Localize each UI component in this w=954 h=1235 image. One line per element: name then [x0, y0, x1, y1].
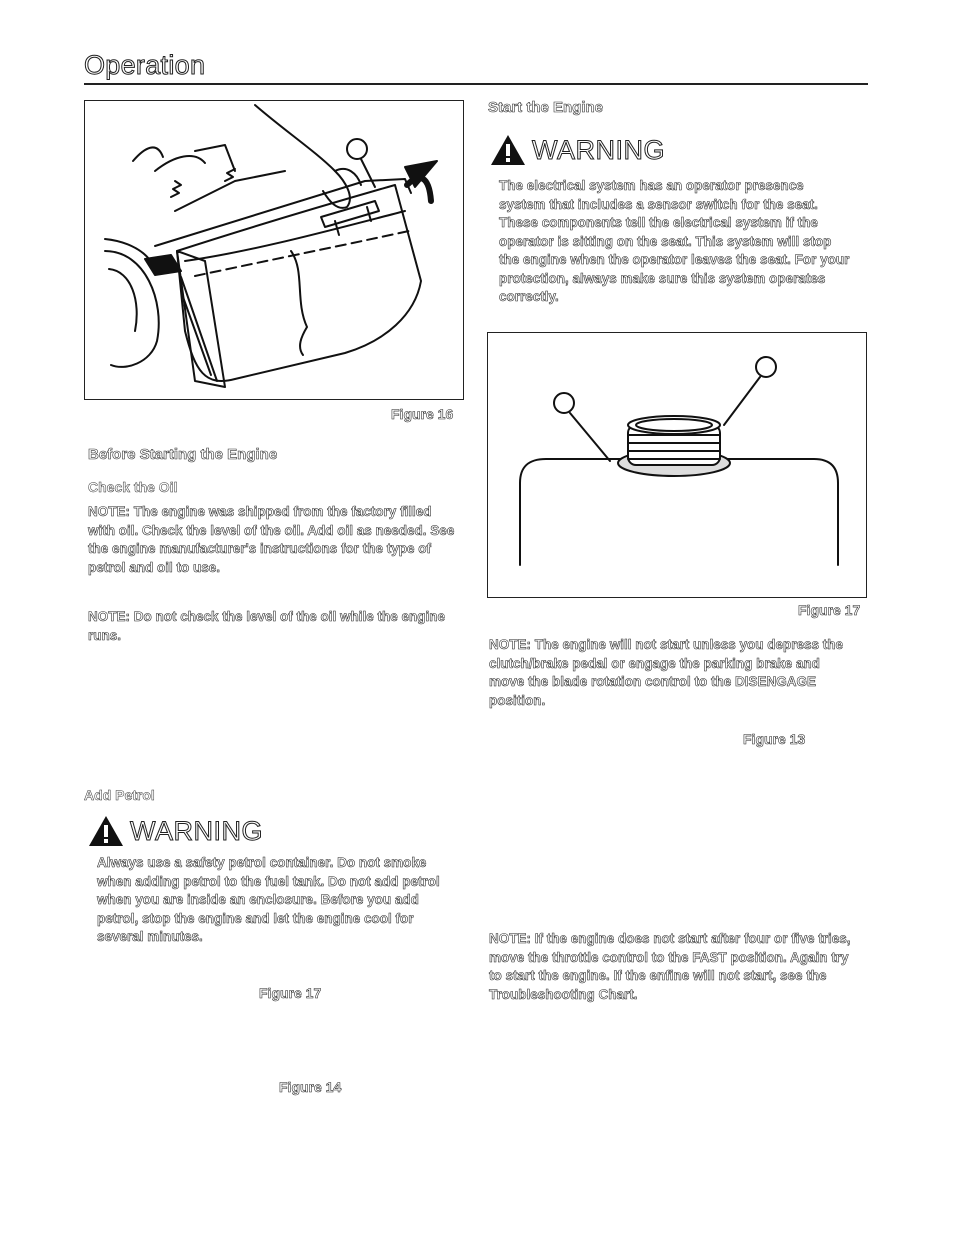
- page-title: Operation: [84, 50, 206, 80]
- start-warning-text: The electrical system has an operator presence system that includes a sensor switch for the seat. These components tell the electrical system if the operator is sitting on the seat. This system will stop the engine when the operator leaves the seat. For your protection, always make sure this system operates correctly.: [499, 178, 850, 304]
- start-warning-header: [490, 134, 665, 166]
- figure-14-caption: Figure 14: [279, 1079, 342, 1095]
- check-oil-heading: Check the Oil: [88, 479, 178, 495]
- figure-17-caption-left: Figure 17: [259, 985, 322, 1001]
- oil-note-text: The engine was shipped from the factory filled with oil. Check the level of the oil. Add oil as needed. See the engine manufacturer's instructions for the type of petrol and oil to use.: [88, 504, 455, 575]
- oil-note-2-lead: NOTE:: [88, 609, 130, 624]
- warning-triangle-icon: [490, 134, 526, 166]
- petrol-warning-header: [88, 815, 263, 847]
- figure-17-illustration: [487, 332, 867, 598]
- figure-13-caption: Figure 13: [743, 731, 806, 747]
- oil-note: [88, 503, 460, 577]
- header-rule: [84, 83, 868, 85]
- start-engine-heading: Start the Engine: [488, 99, 604, 116]
- oil-note-lead: NOTE:: [88, 504, 130, 519]
- add-petrol-heading: Add Petrol: [84, 787, 155, 803]
- petrol-warning-label: WARNING: [130, 815, 263, 846]
- oil-note-2: [88, 608, 448, 645]
- figure-17-caption-right: Figure 17: [798, 602, 861, 618]
- figure-16-illustration: [84, 100, 464, 400]
- before-starting-heading: Before Starting the Engine: [88, 446, 278, 463]
- start-note-text: The engine will not start unless you depress the clutch/brake pedal or engage the parking brake and move the blade rotation control to the DISENGAGE position.: [489, 637, 844, 708]
- grass-bag-drawing: [85, 101, 463, 399]
- fast-note-text: If the engine does not start after four or five tries, move the throttle control to the FAST position. Again try to start the engine. If the enfine will not start, see the Troubleshooting Chart.: [489, 931, 851, 1002]
- fast-note: [489, 930, 859, 1004]
- fast-note-lead: NOTE:: [489, 931, 531, 946]
- start-warning-label: WARNING: [532, 134, 665, 165]
- petrol-warning-text: Always use a safety petrol container. Do not smoke when adding petrol to the fuel tank. Do not add petrol when you are inside an enclosure. Before you add petrol, stop the engine and let the engine cool for several minutes.: [97, 855, 440, 944]
- figure-16-caption: Figure 16: [391, 406, 454, 422]
- oil-note-2-text: Do not check the level of the oil while the engine runs.: [88, 609, 446, 643]
- warning-triangle-icon: [88, 815, 124, 847]
- start-note: [489, 636, 851, 710]
- fuel-tank-drawing: [488, 333, 866, 597]
- start-note-lead: NOTE:: [489, 637, 531, 652]
